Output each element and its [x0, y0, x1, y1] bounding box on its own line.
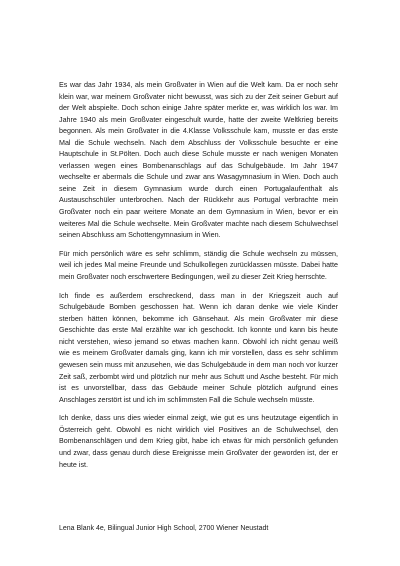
paragraph-personal-view: Für mich persönlich wäre es sehr schlimm, ständig die Schule wechseln zu müssen, weil ich jedes Mal meine Freunde und Schulkollegen zurücklassen müsste. Dabei hatte mein Großvater noch erschwertere Bedingungen, weil zu dieser Zeit Krieg herrschte.	[59, 249, 338, 281]
paragraph-conclusion: Ich denke, dass uns dies wieder einmal zeigt, wie gut es uns heutzutage eigentlich in Österreich geht. Obwohl es nicht wirklich viel Positives an de Schulwechsel, den Bombenanschlägen und dem Krieg gibt, habe ich etwas für mich persönlich gefunden und zwar, dass genau durch diese Ereignisse mein Großvater der geworden ist, der er heute ist.	[59, 414, 338, 469]
document-footer: Lena Blank 4e, Bilingual Junior High School, 2700 Wiener Neustadt	[59, 525, 269, 532]
document-body	[59, 80, 338, 478]
paragraph-grandfather-schools: Es war das Jahr 1934, als mein Großvater in Wien auf die Welt kam. Da er noch sehr klein war, war meinem Großvater nicht bewusst, was sich zu der Zeit seiner Geburt auf der Welt abspielte. Doch schon einige Jahre später merkte er, was wirklich los war. Im Jahre 1940 als mein Großvater eingeschult wurde, hatte der zweite Weltkrieg bereits begonnen. Als mein Großvater in die 4.Klasse Volksschule kam, musste er das erste Mal die Schule wechseln. Nach dem Abschluss der Volksschule besuchte er eine Hauptschule in St.Pölten. Doch auch diese Schule musste er nach wenigen Monaten verlassen wegen eines Bombenanschlags auf das Schulgebäude. Im Jahr 1947 wechselte er abermals die Schule und zwar ans Wasagymnasium in Wien. Doch auch seine Zeit in diesem Gymnasium wurde durch einen Portugalaufenthalt als Austauschschüler unterbrochen. Nach der Rückkehr aus Portugal verbrachte mein Großvater noch ein paar weitere Monate an dem Gymnasium in Wien, bevor er ein weiteres Mal die Schule wechselte. Mein Großvater machte nach diesem Schulwechsel seinen Abschluss am Schottengymnasium in Wien.	[59, 81, 338, 240]
paragraph-bombing: Ich finde es außerdem erschreckend, dass man in der Kriegszeit auch auf Schulgebäude Bomben geschossen hat. Wenn ich daran denke wie viele Kinder sterben hätten können, bekomme ich Gänsehaut. Als mein Großvater mir diese Geschichte das erste Mal erzählte war ich geschockt. Ich konnte und kann bis heute nicht verstehen, wieso jemand so etwas machen kann. Obwohl ich nicht genau weiß wie es meinem Großvater damals ging, kann ich mir vorstellen, dass es sehr schlimm gewesen sein muss mit anzusehen, wie das Schulgebäude in dem man noch vor kurzer Zeit saß, zerbombt wird und plötzlich nur mehr aus Schutt und Asche besteht. Für mich ist es unvorstellbar, dass das Gebäude meiner Schule plötzlich aufgrund eines Anschlages zerstört ist und ich im schlimmsten Fall die Schule wechseln müsste.	[59, 291, 338, 404]
